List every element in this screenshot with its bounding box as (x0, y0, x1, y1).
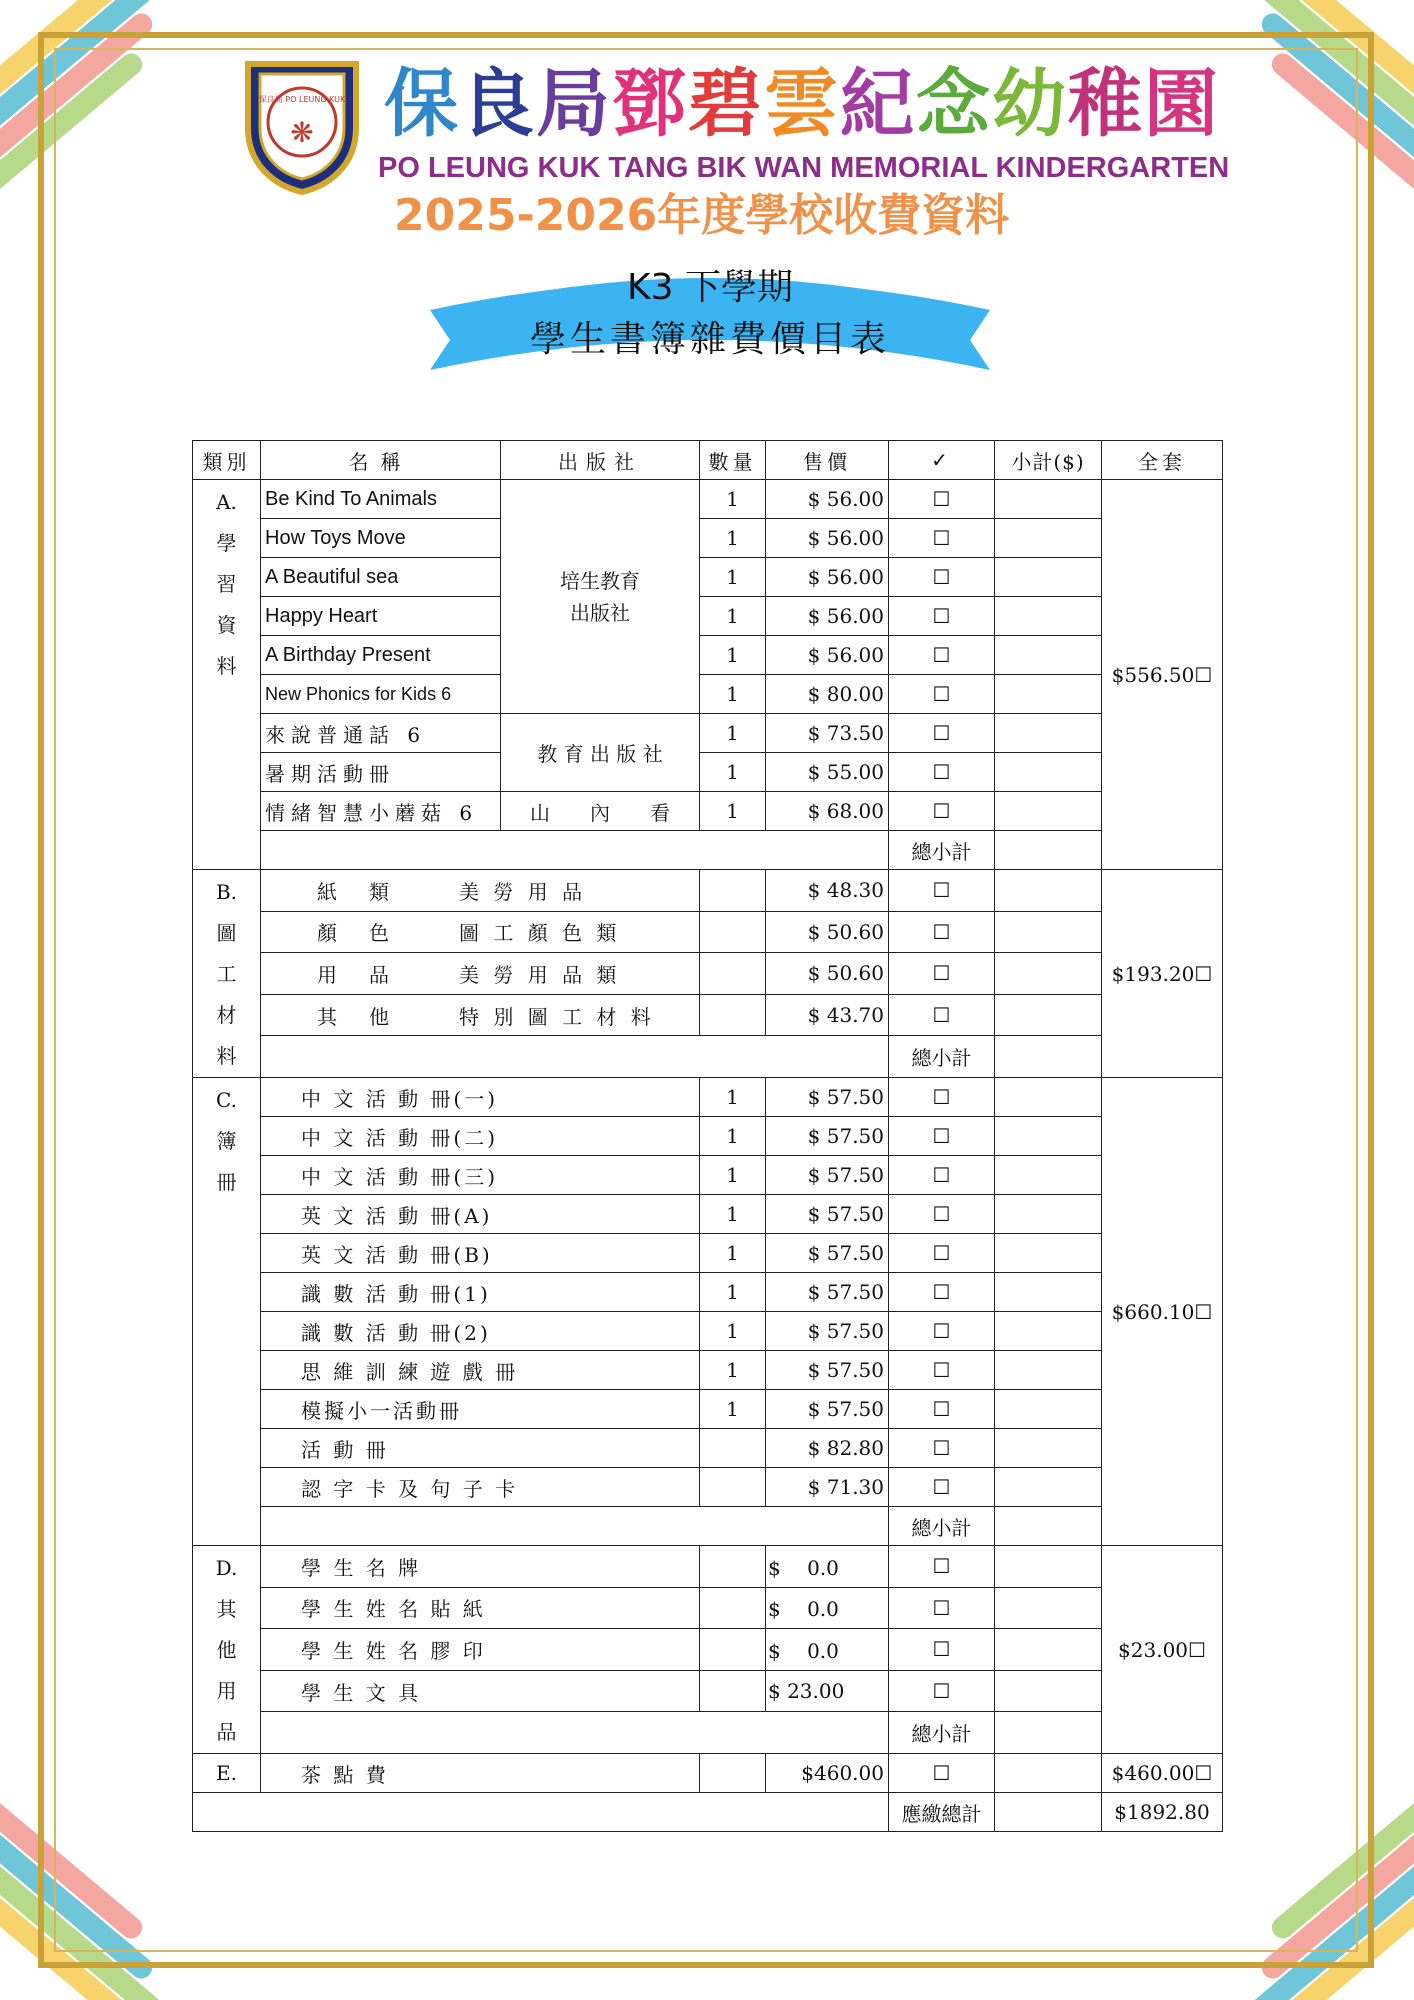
item-qty: 1 (700, 519, 766, 558)
publisher-cell (501, 480, 700, 714)
item-checkbox[interactable]: ☐ (889, 1754, 995, 1793)
item-checkbox[interactable]: ☐ (889, 1587, 995, 1629)
item-price: $ 50.60 (766, 953, 889, 995)
section-c-row (193, 1234, 1223, 1273)
header-price: 售價 (766, 441, 889, 480)
item-checkbox[interactable]: ☐ (889, 1312, 995, 1351)
item-checkbox[interactable]: ☐ (889, 1351, 995, 1390)
category-cell: E. (193, 1754, 261, 1793)
item-checkbox[interactable]: ☐ (889, 1078, 995, 1117)
item-name: 活 動 冊 (261, 1429, 700, 1468)
grand-total-blank (995, 1793, 1102, 1832)
item-price: $ 57.50 (766, 1156, 889, 1195)
set-total-e[interactable]: $460.00☐ (1102, 1754, 1223, 1793)
item-name (261, 953, 700, 995)
category-char: 學 (216, 531, 237, 555)
category-char: 習 (216, 572, 237, 596)
section-a-row (193, 597, 1223, 636)
category-char: 品 (216, 1720, 237, 1744)
item-checkbox[interactable]: ☐ (889, 1670, 995, 1712)
item-subtotal[interactable] (995, 1587, 1102, 1629)
section-d-row (193, 1629, 1223, 1671)
item-price: $ 56.00 (766, 480, 889, 519)
item-price: $ 57.50 (766, 1078, 889, 1117)
item-checkbox[interactable]: ☐ (889, 994, 995, 1036)
item-name: 學 生 文 具 (261, 1670, 700, 1712)
item-subtotal[interactable] (995, 753, 1102, 792)
item-name: 茶 點 費 (261, 1754, 700, 1793)
item-qty (700, 1587, 766, 1629)
section-b-row (193, 870, 1223, 912)
category-char: A. (216, 490, 237, 514)
material-desc: 圖 工 顏 色 類 (459, 921, 621, 946)
school-name-char: 稚 (1068, 61, 1144, 147)
item-price: $460.00 (766, 1754, 889, 1793)
school-logo-badge (238, 58, 366, 196)
item-checkbox[interactable]: ☐ (889, 1234, 995, 1273)
item-price: $ 73.50 (766, 714, 889, 753)
item-name: 思 維 訓 練 遊 戲 冊 (261, 1351, 700, 1390)
item-name: 中 文 活 動 冊(二) (261, 1117, 700, 1156)
item-qty (700, 870, 766, 912)
item-qty: 1 (700, 792, 766, 831)
item-name: 識 數 活 動 冊(1) (261, 1273, 700, 1312)
material-desc: 美 勞 用 品 類 (459, 962, 621, 987)
item-qty (700, 1754, 766, 1793)
item-price: $ 82.80 (766, 1429, 889, 1468)
item-checkbox[interactable]: ☐ (889, 519, 995, 558)
subtotal-label: 總小計 (889, 1507, 995, 1546)
fee-title: 2025-2026年度學校收費資料 (394, 190, 1010, 241)
section-d-subtotal (193, 1712, 1223, 1754)
item-price: $ 0.0 (766, 1587, 889, 1629)
item-price: $ 56.00 (766, 519, 889, 558)
school-name-char: 雲 (764, 61, 840, 147)
item-qty (700, 994, 766, 1036)
subtotal-value[interactable] (995, 831, 1102, 870)
section-b-subtotal (193, 1036, 1223, 1078)
item-name: Happy Heart (261, 597, 501, 636)
item-checkbox[interactable]: ☐ (889, 1273, 995, 1312)
banner-line-1: K3 下學期 (627, 267, 793, 308)
header-quantity: 數量 (700, 441, 766, 480)
section-d-row (193, 1587, 1223, 1629)
item-name: 學 生 姓 名 膠 印 (261, 1629, 700, 1671)
item-qty: 1 (700, 1351, 766, 1390)
item-name: 來說普通話 6 (261, 714, 501, 753)
section-c-row (193, 1156, 1223, 1195)
item-name: 暑期活動冊 (261, 753, 501, 792)
item-price: $ 80.00 (766, 675, 889, 714)
item-qty (700, 1629, 766, 1671)
item-qty: 1 (700, 597, 766, 636)
publisher-cell: 山 內 看 (501, 792, 700, 831)
section-a-row (193, 480, 1223, 519)
section-c-row (193, 1273, 1223, 1312)
school-name-char: 良 (460, 61, 536, 147)
school-name-char: 保 (384, 61, 460, 147)
item-name: 模擬小一活動冊 (261, 1390, 700, 1429)
section-a-row (193, 519, 1223, 558)
subtotal-spacer (261, 1507, 889, 1546)
item-name: A Beautiful sea (261, 558, 501, 597)
section-c-row (193, 1078, 1223, 1117)
banner-text (430, 262, 990, 366)
item-name: Be Kind To Animals (261, 480, 501, 519)
item-name: 識 數 活 動 冊(2) (261, 1312, 700, 1351)
item-price: $ 48.30 (766, 870, 889, 912)
item-name (261, 911, 700, 953)
section-c-row (193, 1312, 1223, 1351)
item-subtotal[interactable] (995, 675, 1102, 714)
material-desc: 特 別 圖 工 材 料 (459, 1004, 655, 1029)
subtotal-label: 總小計 (889, 1712, 995, 1754)
material-type: 顏 色 (317, 921, 395, 946)
item-subtotal[interactable] (995, 870, 1102, 912)
item-qty (700, 911, 766, 953)
item-subtotal[interactable] (995, 714, 1102, 753)
item-qty (700, 953, 766, 995)
item-price: $ 50.60 (766, 911, 889, 953)
item-qty: 1 (700, 480, 766, 519)
school-name-zh (384, 56, 1220, 152)
item-checkbox[interactable]: ☐ (889, 1546, 995, 1588)
category-char: 資 (216, 613, 237, 637)
section-c-row (193, 1390, 1223, 1429)
item-subtotal[interactable] (995, 1390, 1102, 1429)
item-subtotal[interactable] (995, 636, 1102, 675)
material-type: 用 品 (317, 962, 395, 987)
school-name-char: 念 (916, 61, 992, 147)
section-d-row (193, 1546, 1223, 1588)
set-total-c[interactable]: $660.10☐ (1102, 1078, 1223, 1546)
item-price: $ 0.0 (766, 1629, 889, 1671)
item-subtotal[interactable] (995, 519, 1102, 558)
category-char: 料 (216, 1044, 237, 1068)
item-checkbox[interactable]: ☐ (889, 753, 995, 792)
item-qty: 1 (700, 558, 766, 597)
school-name-char: 鄧 (612, 61, 688, 147)
item-checkbox[interactable]: ☐ (889, 792, 995, 831)
item-qty (700, 1670, 766, 1712)
item-checkbox[interactable]: ☐ (889, 1117, 995, 1156)
publisher-line: 培生教育 (560, 568, 640, 593)
section-a-row (193, 675, 1223, 714)
category-char: 材 (216, 1003, 237, 1027)
category-cell (193, 1078, 261, 1546)
grand-total-spacer (193, 1793, 889, 1832)
set-total-b[interactable]: $193.20☐ (1102, 870, 1223, 1078)
category-char: 工 (216, 962, 237, 986)
item-subtotal[interactable] (995, 1078, 1102, 1117)
item-subtotal[interactable] (995, 1351, 1102, 1390)
category-char: 用 (216, 1679, 237, 1703)
item-checkbox[interactable]: ☐ (889, 480, 995, 519)
section-d-row (193, 1670, 1223, 1712)
item-price: $ 57.50 (766, 1312, 889, 1351)
section-b-row (193, 994, 1223, 1036)
subtotal-value[interactable] (995, 1036, 1102, 1078)
item-checkbox[interactable]: ☐ (889, 1156, 995, 1195)
item-qty: 1 (700, 636, 766, 675)
item-checkbox[interactable]: ☐ (889, 714, 995, 753)
set-total-a[interactable]: $556.50☐ (1102, 480, 1223, 870)
item-subtotal[interactable] (995, 994, 1102, 1036)
item-subtotal[interactable] (995, 1312, 1102, 1351)
category-cell (193, 480, 261, 870)
item-checkbox[interactable]: ☐ (889, 1629, 995, 1671)
item-subtotal[interactable] (995, 1468, 1102, 1507)
table-header-row (193, 441, 1223, 480)
material-type: 紙 類 (317, 879, 395, 904)
item-checkbox[interactable]: ☐ (889, 675, 995, 714)
item-price: $ 56.00 (766, 597, 889, 636)
section-a-row (193, 714, 1223, 753)
item-qty (700, 1468, 766, 1507)
material-desc: 美 勞 用 品 (459, 879, 587, 904)
section-a-row (193, 558, 1223, 597)
subtotal-label: 總小計 (889, 831, 995, 870)
category-char: 圖 (216, 921, 237, 945)
school-name-char: 局 (536, 61, 612, 147)
item-qty (700, 1546, 766, 1588)
material-type: 其 他 (317, 1004, 395, 1029)
item-subtotal[interactable] (995, 1273, 1102, 1312)
item-subtotal[interactable] (995, 1156, 1102, 1195)
item-price: $ 56.00 (766, 636, 889, 675)
item-name: How Toys Move (261, 519, 501, 558)
item-price: $ 23.00 (766, 1670, 889, 1712)
category-char: 他 (216, 1638, 237, 1662)
item-subtotal[interactable] (995, 1546, 1102, 1588)
item-price: $ 57.50 (766, 1351, 889, 1390)
item-name: 情緒智慧小蘑菇 6 (261, 792, 501, 831)
header-name: 名稱 (261, 441, 501, 480)
item-checkbox[interactable]: ☐ (889, 1468, 995, 1507)
item-qty: 1 (700, 1156, 766, 1195)
item-qty: 1 (700, 714, 766, 753)
item-subtotal[interactable] (995, 1629, 1102, 1671)
item-name: 學 生 名 牌 (261, 1546, 700, 1588)
item-price: $ 43.70 (766, 994, 889, 1036)
item-subtotal[interactable] (995, 480, 1102, 519)
section-c-row (193, 1429, 1223, 1468)
category-cell (193, 870, 261, 1078)
item-subtotal[interactable] (995, 1754, 1102, 1793)
item-name-wrap (261, 959, 699, 988)
item-price: $ 0.0 (766, 1546, 889, 1588)
section-a-row (193, 636, 1223, 675)
section-c-row (193, 1351, 1223, 1390)
item-qty: 1 (700, 1234, 766, 1273)
school-name-char: 紀 (840, 61, 916, 147)
category-char: 料 (216, 654, 237, 678)
school-name-char: 園 (1144, 61, 1220, 147)
item-qty: 1 (700, 1390, 766, 1429)
publisher-cell: 教 育 出 版 社 (501, 714, 700, 792)
category-char: B. (215, 880, 238, 904)
item-subtotal[interactable] (995, 1234, 1102, 1273)
item-price: $ 57.50 (766, 1390, 889, 1429)
item-name (261, 994, 700, 1036)
item-checkbox[interactable]: ☐ (889, 636, 995, 675)
item-price: $ 57.50 (766, 1117, 889, 1156)
item-qty: 1 (700, 675, 766, 714)
item-name: 英 文 活 動 冊(A) (261, 1195, 700, 1234)
item-name (261, 870, 700, 912)
item-qty: 1 (700, 1312, 766, 1351)
item-price: $ 56.00 (766, 558, 889, 597)
category-char: 簿 (216, 1129, 237, 1153)
set-total-d[interactable]: $23.00☐ (1102, 1546, 1223, 1754)
item-name: 英 文 活 動 冊(B) (261, 1234, 700, 1273)
grand-total-row (193, 1793, 1223, 1832)
item-subtotal[interactable] (995, 558, 1102, 597)
item-subtotal[interactable] (995, 1195, 1102, 1234)
item-checkbox[interactable]: ☐ (889, 1195, 995, 1234)
item-checkbox[interactable]: ☐ (889, 911, 995, 953)
item-price: $ 71.30 (766, 1468, 889, 1507)
item-name: 中 文 活 動 冊(一) (261, 1078, 700, 1117)
item-name-wrap (261, 1001, 699, 1030)
subtotal-value[interactable] (995, 1712, 1102, 1754)
item-qty: 1 (700, 1078, 766, 1117)
item-subtotal[interactable] (995, 597, 1102, 636)
logo-emblem: ❋ (290, 116, 314, 149)
school-name-char: 幼 (992, 61, 1068, 147)
item-price: $ 57.50 (766, 1234, 889, 1273)
school-name-en: PO LEUNG KUK TANG BIK WAN MEMORIAL KINDERGARTEN (378, 152, 1230, 184)
item-checkbox[interactable]: ☐ (889, 558, 995, 597)
header-full-set: 全套 (1102, 441, 1223, 480)
item-name-wrap (261, 876, 699, 905)
header-subtotal: 小計($) (995, 441, 1102, 480)
grand-total-value: $1892.80 (1102, 1793, 1223, 1832)
item-qty: 1 (700, 753, 766, 792)
subtotal-spacer (261, 1036, 889, 1078)
item-name: A Birthday Present (261, 636, 501, 675)
grand-total-label: 應繳總計 (889, 1793, 995, 1832)
subtotal-value[interactable] (995, 1507, 1102, 1546)
item-checkbox[interactable]: ☐ (889, 953, 995, 995)
item-price: $ 57.50 (766, 1273, 889, 1312)
item-subtotal[interactable] (995, 1117, 1102, 1156)
item-name: 學 生 姓 名 貼 紙 (261, 1587, 700, 1629)
section-c-row (193, 1195, 1223, 1234)
section-a-row (193, 753, 1223, 792)
item-subtotal[interactable] (995, 1429, 1102, 1468)
item-price: $ 55.00 (766, 753, 889, 792)
item-price: $ 68.00 (766, 792, 889, 831)
item-subtotal[interactable] (995, 792, 1102, 831)
category-char: 其 (216, 1597, 237, 1621)
banner-line-2: 學生書簿雜費價目表 (529, 319, 890, 360)
item-checkbox[interactable]: ☐ (889, 1390, 995, 1429)
item-qty: 1 (700, 1273, 766, 1312)
item-name: 認 字 卡 及 句 子 卡 (261, 1468, 700, 1507)
item-subtotal[interactable] (995, 1670, 1102, 1712)
school-name-char: 碧 (688, 61, 764, 147)
header-publisher: 出版社 (501, 441, 700, 480)
category-char: 冊 (216, 1170, 237, 1194)
item-name: 中 文 活 動 冊(三) (261, 1156, 700, 1195)
logo-text: 保良局 PO LEUNG KUK (258, 95, 346, 104)
section-c-subtotal (193, 1507, 1223, 1546)
item-price: $ 57.50 (766, 1195, 889, 1234)
section-c-row (193, 1117, 1223, 1156)
item-name: New Phonics for Kids 6 (261, 675, 501, 714)
subtotal-spacer (261, 831, 889, 870)
item-checkbox[interactable]: ☐ (889, 1429, 995, 1468)
header-check: ✓ (889, 441, 995, 480)
section-b-row (193, 911, 1223, 953)
item-checkbox[interactable]: ☐ (889, 870, 995, 912)
item-qty (700, 1429, 766, 1468)
category-char: D. (215, 1556, 238, 1580)
item-checkbox[interactable]: ☐ (889, 597, 995, 636)
section-b-row (193, 953, 1223, 995)
category-cell (193, 1546, 261, 1754)
item-subtotal[interactable] (995, 953, 1102, 995)
category-char: C. (216, 1088, 237, 1112)
header-category: 類別 (193, 441, 261, 480)
subtotal-label: 總小計 (889, 1036, 995, 1078)
section-e-row (193, 1754, 1223, 1793)
section-a-row (193, 792, 1223, 831)
item-qty: 1 (700, 1117, 766, 1156)
publisher-line: 出版社 (570, 600, 630, 625)
item-name-wrap (261, 917, 699, 946)
item-subtotal[interactable] (995, 911, 1102, 953)
fee-table (192, 440, 1223, 1832)
item-qty: 1 (700, 1195, 766, 1234)
section-c-row (193, 1468, 1223, 1507)
subtotal-spacer (261, 1712, 889, 1754)
section-a-subtotal (193, 831, 1223, 870)
